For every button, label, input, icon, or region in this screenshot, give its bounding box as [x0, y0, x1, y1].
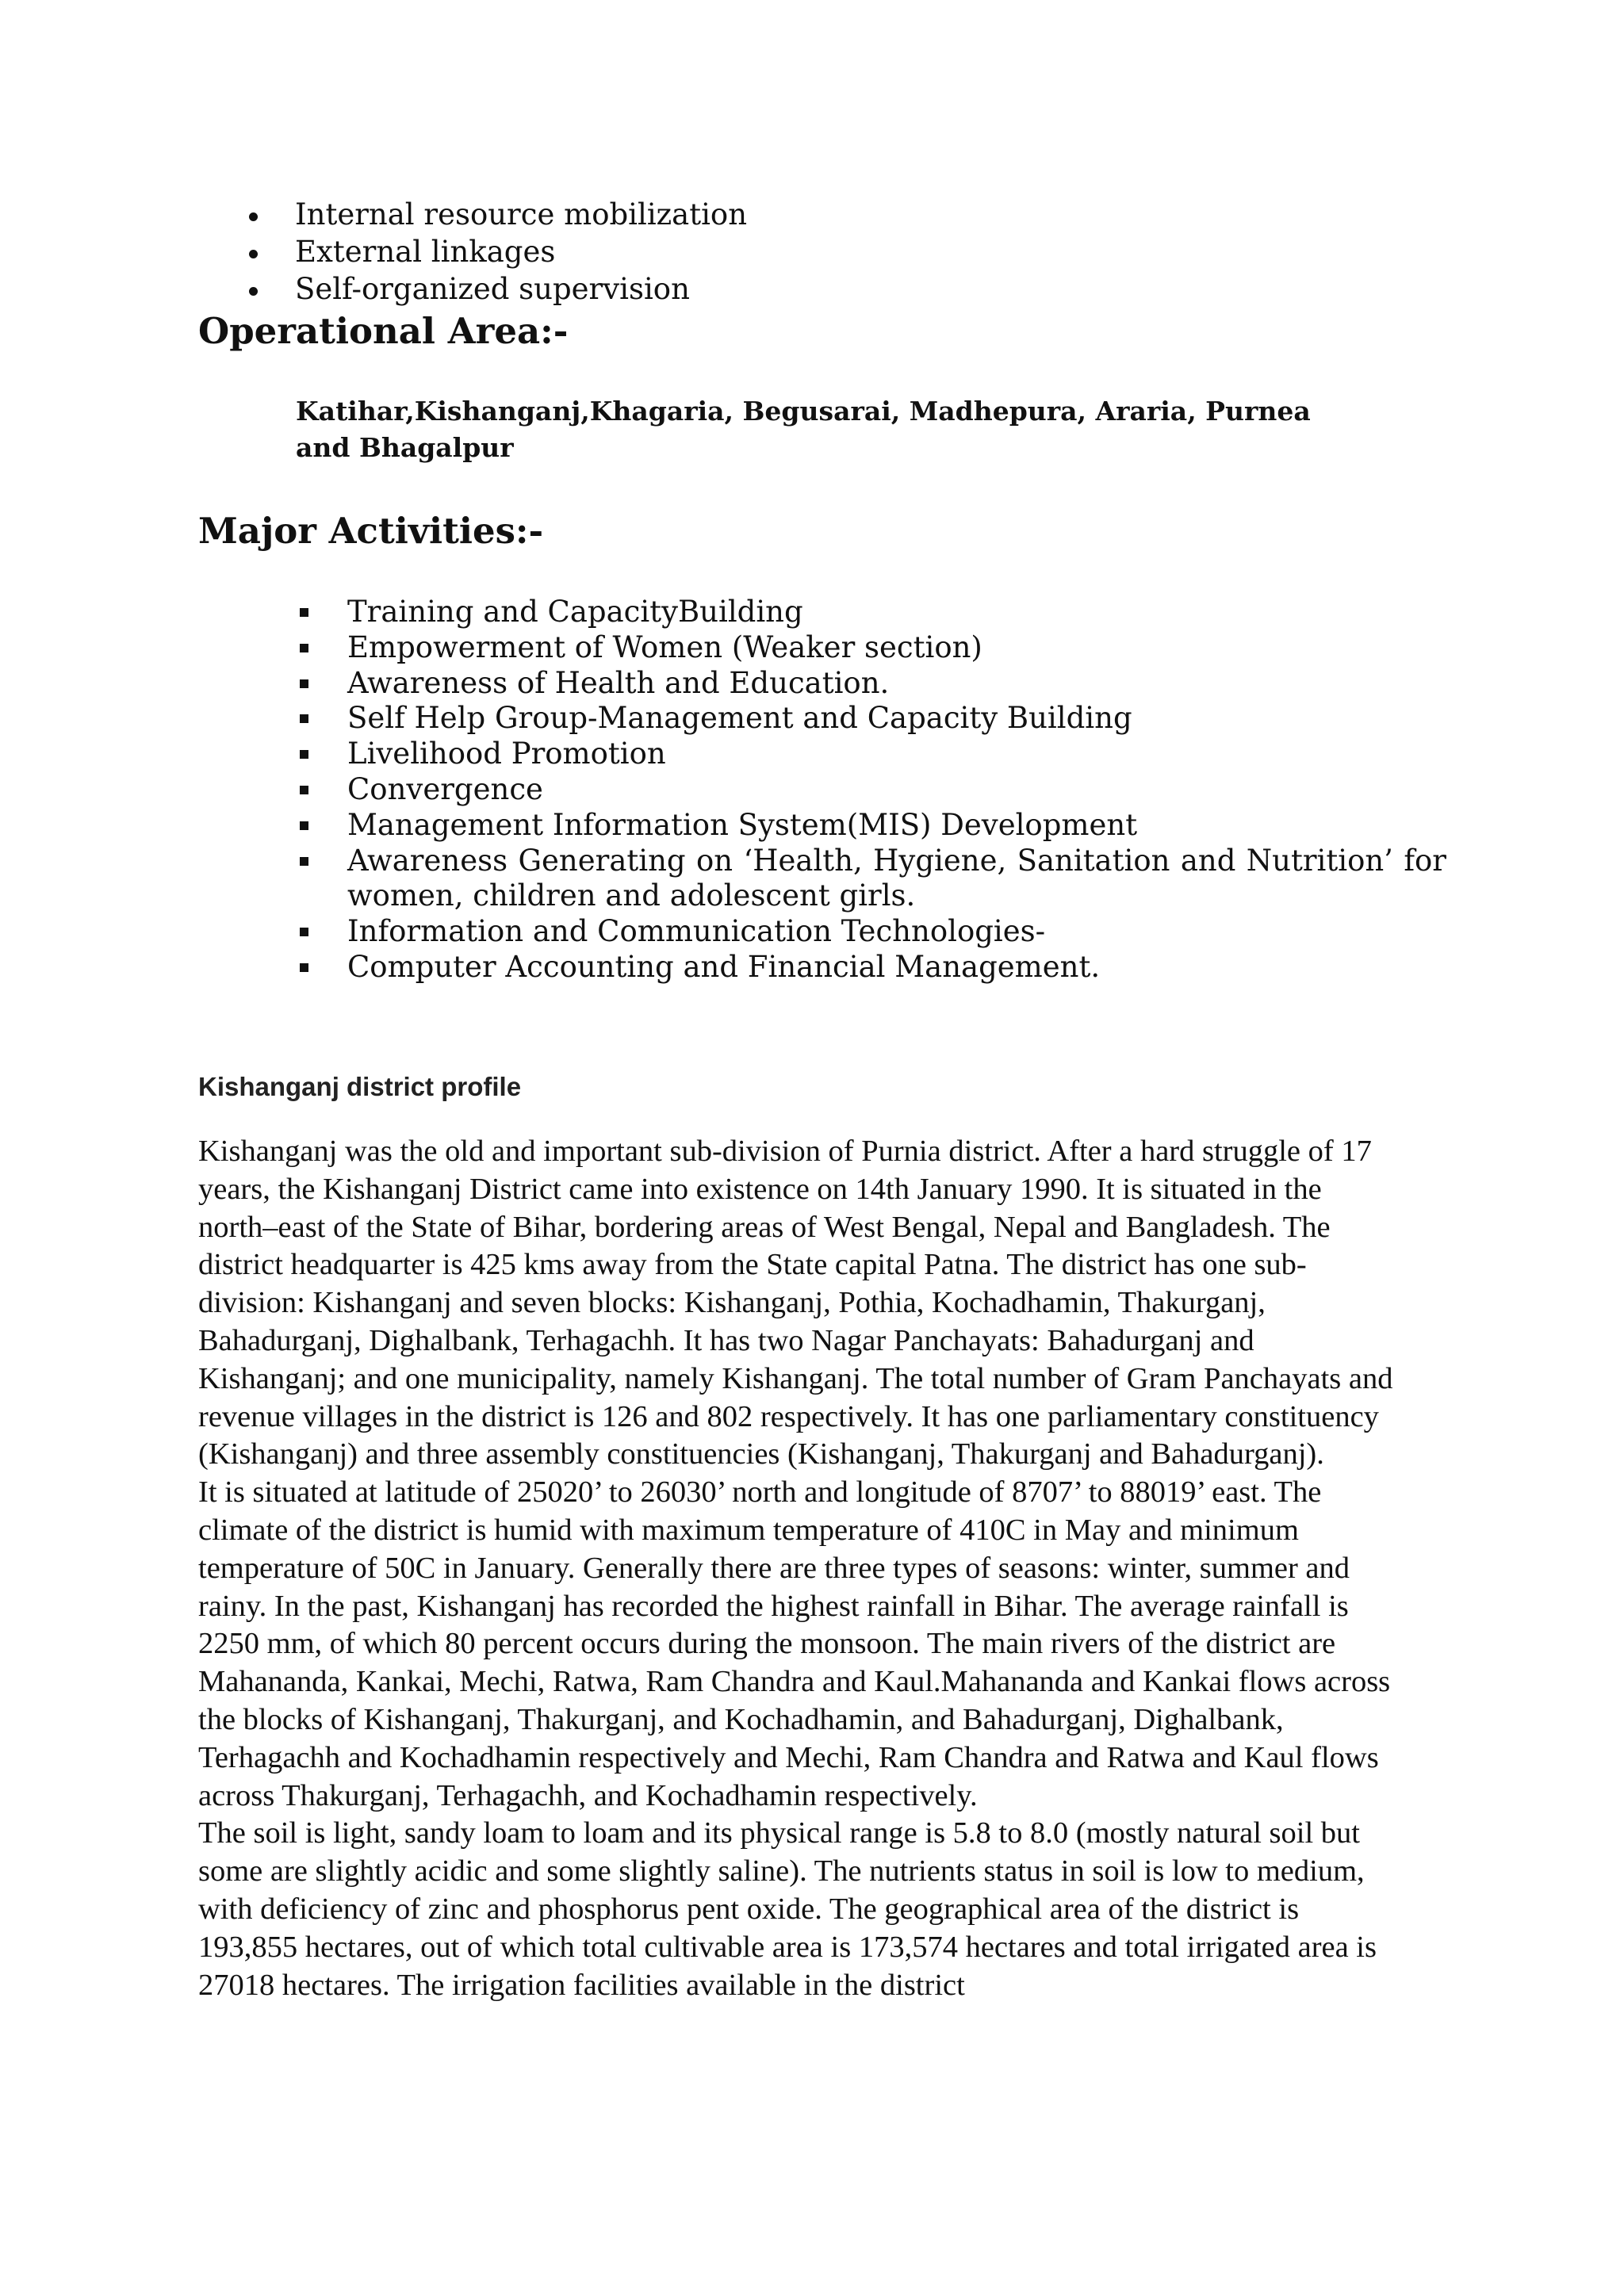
list-item: Management Information System(MIS) Development: [297, 808, 1446, 844]
profile-paragraph: It is situated at latitude of 25020’ to 26030’ north and longitude of 8707’ to 88019’ east. The climate of the district is humid with maximum temperature of 410C in May and minimum temperature of 50C in January. Generally there are three types of seasons: winter, summer and rainy. In the past, Kishanganj has recorded the highest rainfall in Bihar. The average rainfall is 2250 mm, of which 80 percent occurs during the monsoon. The main rivers of the district are Mahananda, Kankai, Mechi, Ratwa, Ram Chandra and Kaul.Mahananda and Kankai flows across the blocks of Kishanganj, Thakurganj, and Kochadhamin, and Bahadurganj, Dighalbank, Terhagachh and Kochadhamin respectively and Mechi, Ram Chandra and Ratwa and Kaul flows across Thakurganj, Terhagachh, and Kochadhamin respectively.: [198, 1475, 1391, 1812]
district-profile-title: Kishanganj district profile: [198, 1072, 522, 1101]
district-profile-body: [198, 1133, 1404, 2004]
profile-paragraph: The soil is light, sandy loam to loam and its physical range is 5.8 to 8.0 (mostly natural soil but some are slightly acidic and some slightly saline). The nutrients status in soil is low to medium, with deficiency of zinc and phosphorus pent oxide. The geographical area of the district is 193,855 hectares, out of which total cultivable area is 173,574 hectares and total irrigated area is 27018 hectares. The irrigation facilities available in the district: [198, 1816, 1377, 2002]
list-item: External linkages: [238, 233, 747, 270]
list-item: Awareness Generating on ‘Health, Hygiene, Sanitation and Nutrition’ for women, children and adolescent girls.: [297, 844, 1446, 915]
major-activities-list: [297, 595, 1446, 985]
list-item: Livelihood Promotion: [297, 737, 1446, 772]
operational-area-districts: Katihar,Kishanganj,Khagaria, Begusarai, Madhepura, Araria, Purnea and Bhagalpur: [296, 396, 1311, 463]
list-item: Internal resource mobilization: [238, 196, 747, 233]
intro-bullet-list: [238, 196, 747, 308]
operational-area-heading: Operational Area:-: [198, 310, 569, 352]
list-item: Convergence: [297, 772, 1446, 808]
list-item: Self Help Group-Management and Capacity Building: [297, 701, 1446, 737]
list-item: Self-organized supervision: [238, 270, 747, 308]
list-item: Information and Communication Technologies-: [297, 914, 1446, 950]
list-item: Awareness of Health and Education.: [297, 666, 1446, 702]
major-activities-heading: Major Activities:-: [198, 510, 544, 552]
profile-paragraph: Kishanganj was the old and important sub-division of Purnia district. After a hard struggle of 17 years, the Kishanganj District came into existence on 14th January 1990. It is situated in the north–east of the State of Bihar, bordering areas of West Bengal, Nepal and Bangladesh. The district headquarter is 425 kms away from the State capital Patna. The district has one sub-division: Kishanganj and seven blocks: Kishanganj, Pothia, Kochadhamin, Thakurganj, Bahadurganj, Dighalbank, Terhagachh. It has two Nagar Panchayats: Bahadurganj and Kishanganj; and one municipality, namely Kishanganj. The total number of Gram Panchayats and revenue villages in the district is 126 and 802 respectively. It has one parliamentary constituency (Kishanganj) and three assembly constituencies (Kishanganj, Thakurganj and Bahadurganj).: [198, 1135, 1393, 1471]
list-item: Empowerment of Women (Weaker section): [297, 630, 1446, 666]
list-item: Training and CapacityBuilding: [297, 595, 1446, 630]
list-item: Computer Accounting and Financial Management.: [297, 950, 1446, 985]
